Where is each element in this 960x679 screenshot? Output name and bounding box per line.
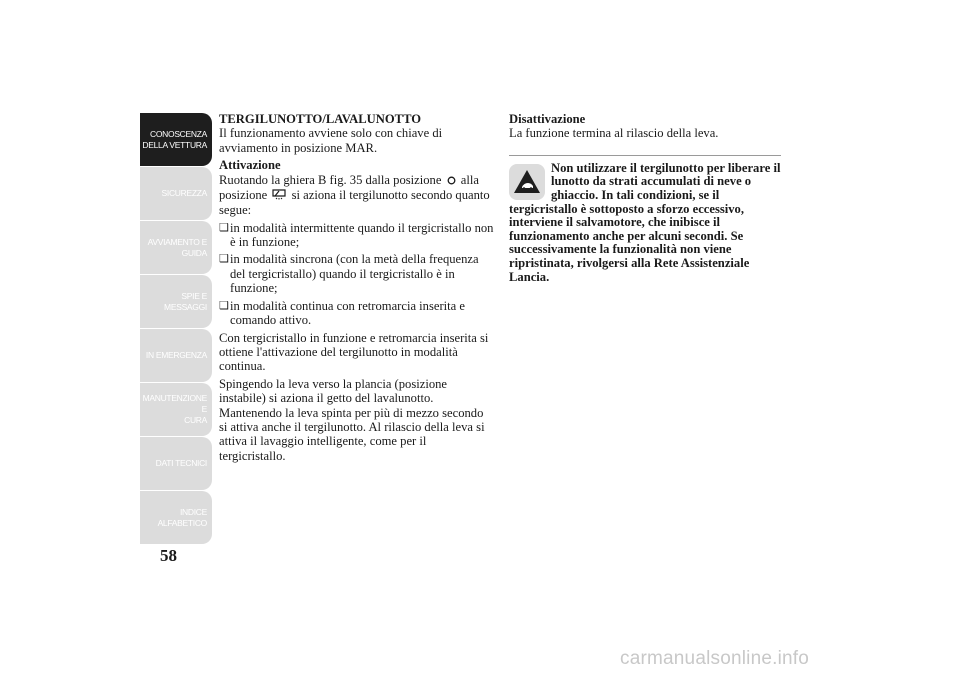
list-item xyxy=(219,221,494,250)
list-item-text: in modalità sincrona (con la metà della frequenza del tergicristallo) quando il tergicristallo è in funzione; xyxy=(230,252,479,296)
list-item-text: in modalità continua con retromarcia inserita e comando attivo. xyxy=(230,298,465,328)
tab-in-emergenza[interactable] xyxy=(140,329,212,382)
list-item xyxy=(219,252,494,295)
activation-text-2: alla posizione xyxy=(219,172,479,202)
section-title: TERGILUNOTTO/LAVALUNOTTO xyxy=(219,112,422,126)
section-sidebar xyxy=(140,113,212,545)
tab-manutenzione-e-cura[interactable] xyxy=(140,383,212,436)
list-item xyxy=(219,299,494,328)
tab-label: CONOSCENZA DELLA VETTURA xyxy=(142,128,207,150)
activation-paragraph xyxy=(219,173,494,218)
tab-conoscenza-della-vettura[interactable] xyxy=(140,113,212,166)
tab-indice-alfabetico[interactable] xyxy=(140,491,212,544)
rear-wiper-icon xyxy=(272,189,286,203)
washer-paragraph: Spingendo la leva verso la plancia (posizione instabile) si aziona il getto del lavalunotto. Mantenendo la leva spinta per più di mezzo secondo si attiva anche il tergilunotto. Al rilascio della leva si attiva il lavaggio intelligente, come per il tergicristallo. xyxy=(219,376,485,463)
tab-label: SICUREZZA xyxy=(161,188,207,198)
tab-spie-e-messaggi[interactable] xyxy=(140,275,212,328)
activation-text-3: si aziona il tergilunotto secondo quanto segue: xyxy=(219,187,490,218)
intro-paragraph: Il funzionamento avviene solo con chiave di avviamento in posizione MAR. xyxy=(219,126,443,155)
checkbox-bullet-icon: ❑ xyxy=(219,299,229,312)
deactivation-paragraph: La funzione termina al rilascio della leva. xyxy=(509,126,719,141)
tab-label: DATI TECNICI xyxy=(155,458,207,468)
deactivation-heading: Disattivazione xyxy=(509,112,586,126)
right-column xyxy=(509,112,781,284)
tab-dati-tecnici[interactable] xyxy=(140,437,212,490)
tab-label: AVVIAMENTO E GUIDA xyxy=(147,236,207,258)
tab-sicurezza[interactable] xyxy=(140,167,212,220)
warning-triangle-icon xyxy=(509,164,545,200)
left-column xyxy=(219,112,494,466)
tab-label: INDICE ALFABETICO xyxy=(157,506,207,528)
warning-divider xyxy=(509,155,781,156)
tab-label: SPIE E MESSAGGI xyxy=(164,290,207,312)
warning-text: Non utilizzare il tergilunotto per liberare il lunotto da strati accumulati di neve o ghiaccio. In tali condizioni, se il tergicristallo è sottoposto a sforzo eccessivo, interviene il salvamotore, che inibisce il funzionamento anche per alcuni secondi. Se successivamente la funzionalità non viene ripristinata, rivolgersi alla Rete Assistenziale Lancia. xyxy=(509,160,781,284)
tab-label: IN EMERGENZA xyxy=(145,350,207,360)
checkbox-bullet-icon: ❑ xyxy=(219,221,229,234)
tab-avviamento-e-guida[interactable] xyxy=(140,221,212,274)
reverse-gear-paragraph: Con tergicristallo in funzione e retromarcia inserita si ottiene l'attivazione del tergilunotto in modalità continua. xyxy=(219,330,489,374)
checkbox-bullet-icon: ❑ xyxy=(219,253,229,266)
activation-text-1: Ruotando la ghiera B fig. 35 dalla posizione xyxy=(219,172,442,187)
off-position-icon xyxy=(447,174,456,188)
watermark: carmanualsonline.info xyxy=(620,648,810,669)
tab-label: MANUTENZIONE E CURA xyxy=(142,393,207,425)
warning-box xyxy=(509,162,781,284)
page-number: 58 xyxy=(160,546,177,565)
activation-heading: Attivazione xyxy=(219,158,281,173)
list-item-text: in modalità intermittente quando il tergicristallo non è in funzione; xyxy=(230,220,494,250)
